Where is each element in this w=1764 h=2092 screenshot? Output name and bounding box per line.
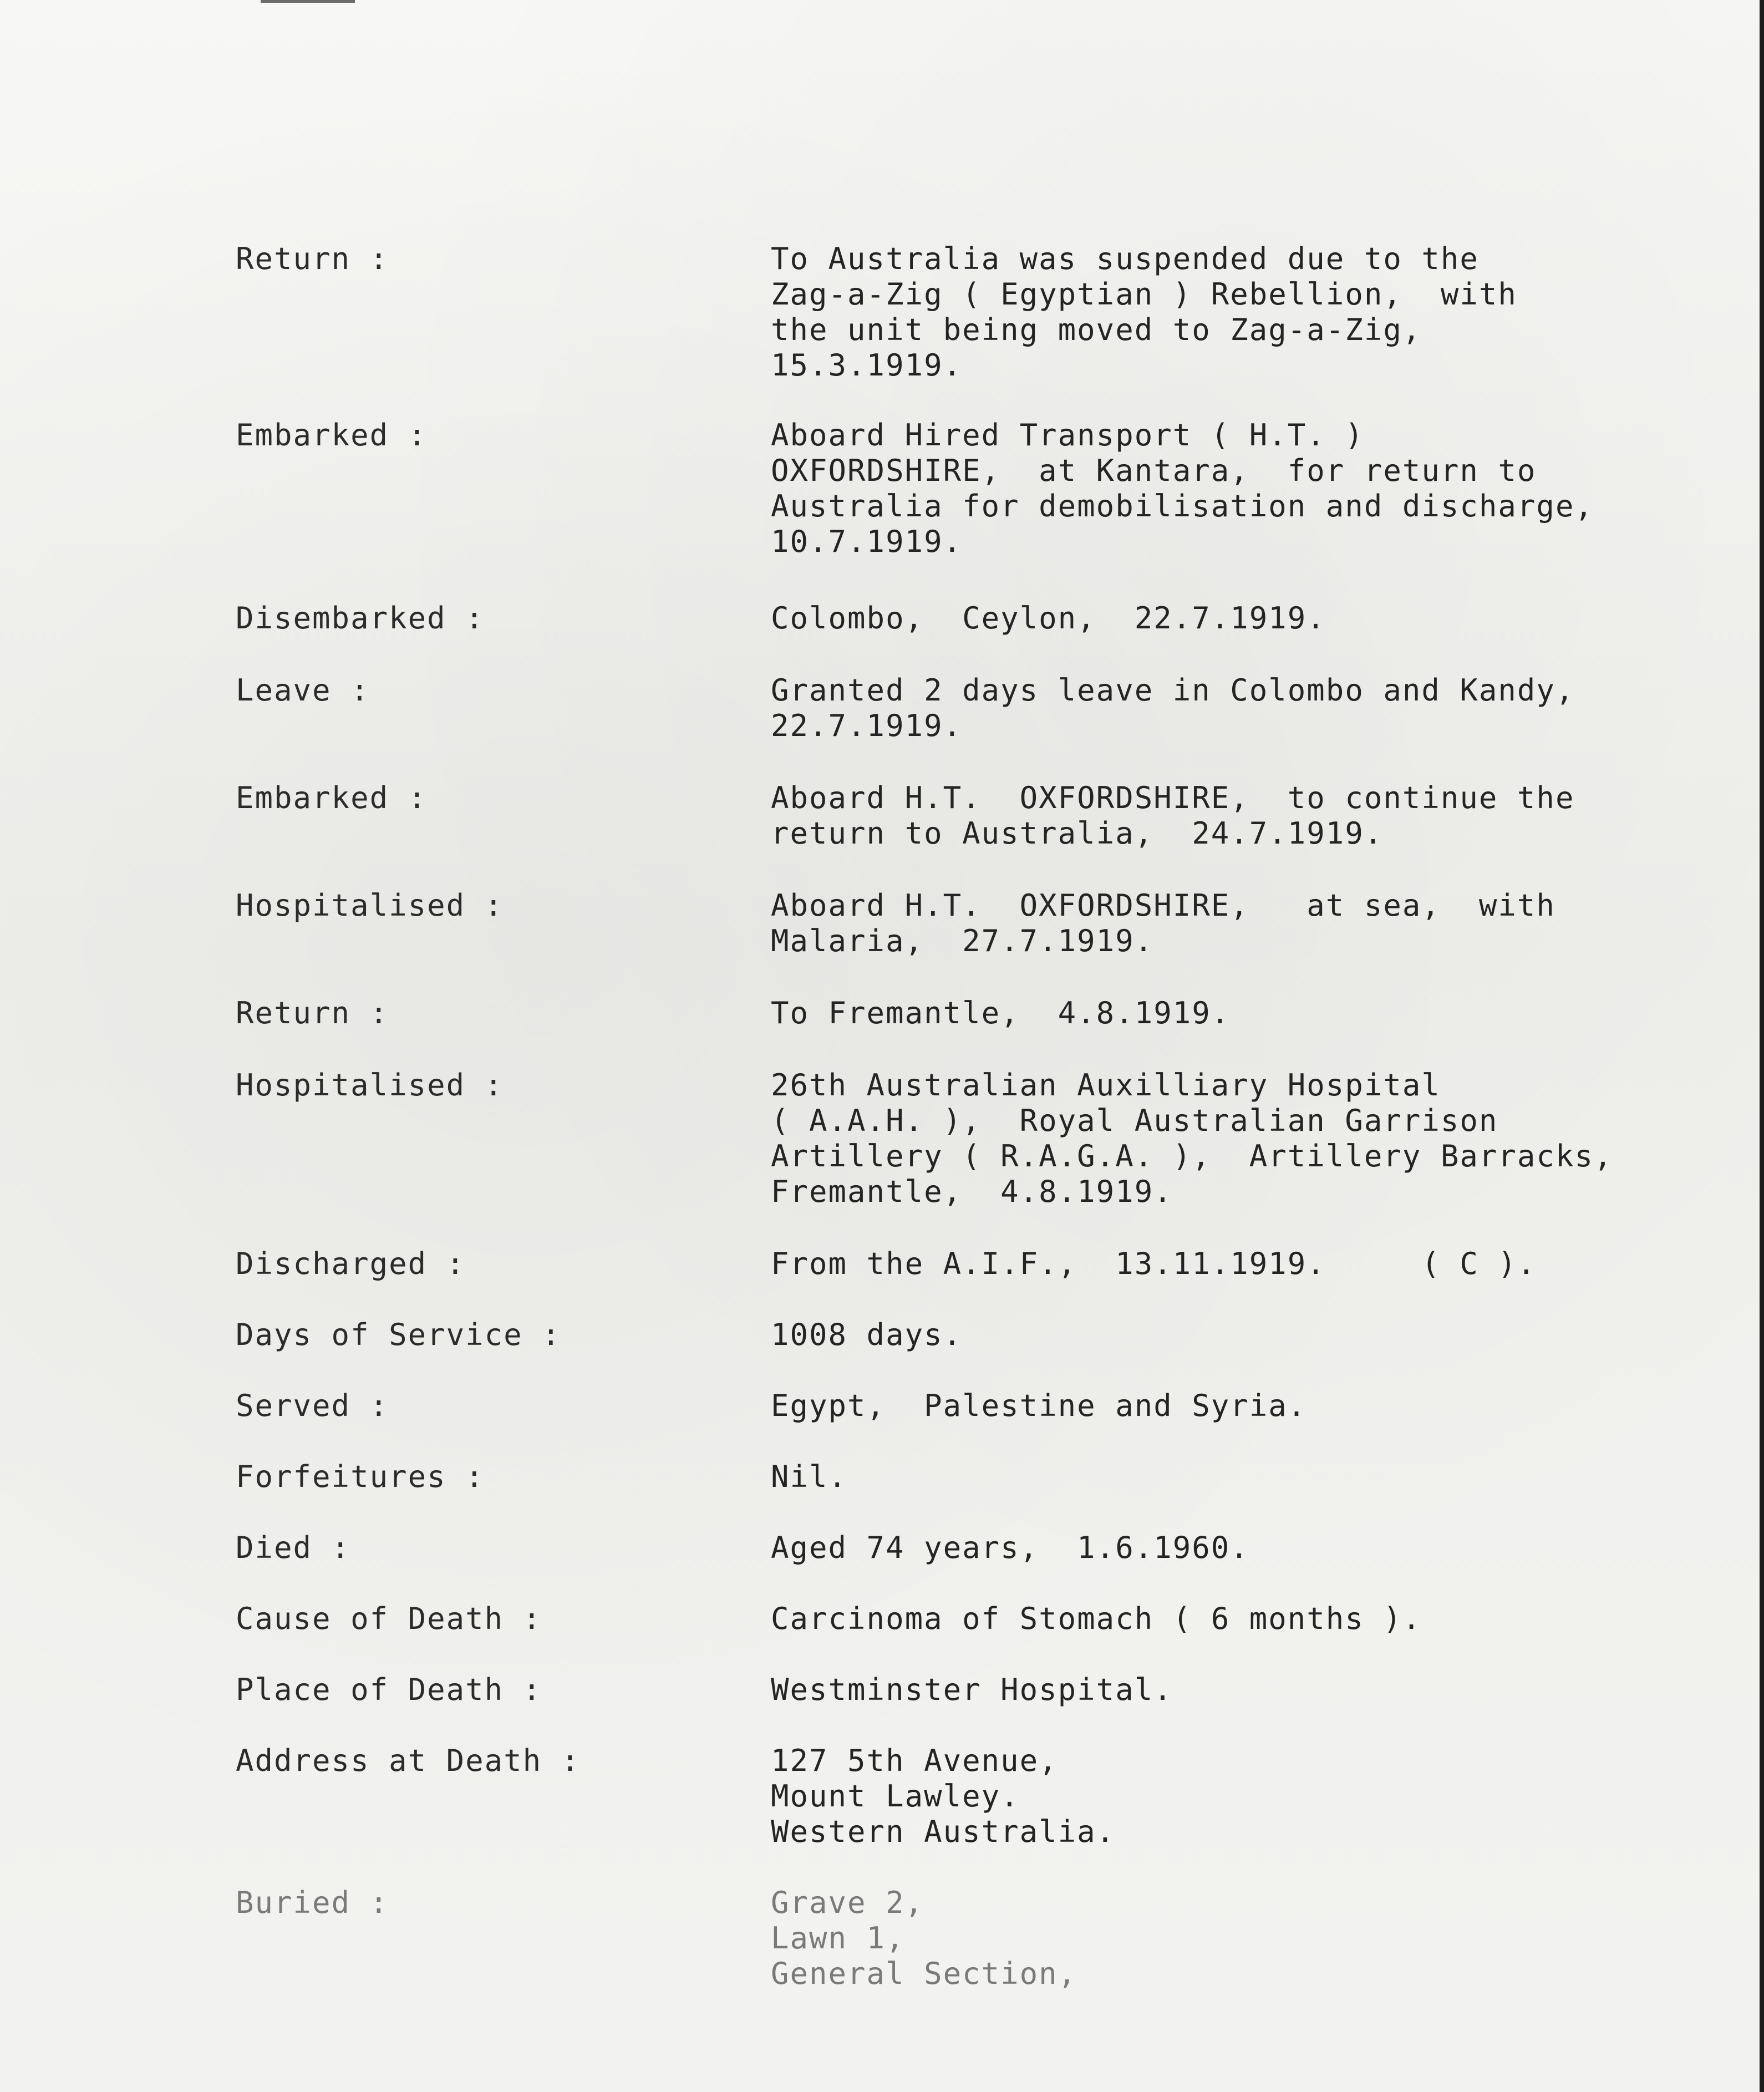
record-value bbox=[771, 1530, 1727, 1566]
scan-top-mark bbox=[261, 0, 355, 3]
record-value-line: 22.7.1919. bbox=[771, 708, 963, 743]
record-value-line: To Australia was suspended due to the bbox=[771, 241, 1479, 276]
record-value-line: 127 5th Avenue, bbox=[771, 1743, 1058, 1778]
record-value-line: Lawn 1, bbox=[771, 1921, 905, 1956]
record-value-line: Aged 74 years, 1.6.1960. bbox=[771, 1530, 1249, 1565]
record-label: Address at Death : bbox=[236, 1743, 581, 1778]
record-address-at-death bbox=[236, 1743, 1727, 1850]
record-value-line: 1008 days. bbox=[771, 1317, 963, 1352]
record-value bbox=[771, 996, 1727, 1031]
record-value-line: Colombo, Ceylon, 22.7.1919. bbox=[771, 601, 1326, 636]
record-value bbox=[771, 418, 1727, 560]
record-value-line: Artillery ( R.A.G.A. ), Artillery Barracks, bbox=[771, 1139, 1613, 1174]
record-value-line: Zag-a-Zig ( Egyptian ) Rebellion, with bbox=[771, 277, 1517, 312]
record-died bbox=[236, 1530, 1727, 1566]
record-value-line: Aboard H.T. OXFORDSHIRE, to continue the bbox=[771, 780, 1575, 815]
record-hospitalised-sea bbox=[236, 888, 1727, 959]
record-label: Embarked : bbox=[236, 780, 428, 815]
record-value bbox=[771, 601, 1727, 636]
record-label: Discharged : bbox=[236, 1246, 466, 1281]
record-value-line: Malaria, 27.7.1919. bbox=[771, 923, 1154, 958]
record-label: Disembarked : bbox=[236, 601, 485, 636]
record-value-line: 15.3.1919. bbox=[771, 348, 963, 383]
record-value bbox=[771, 673, 1727, 744]
record-label: Hospitalised : bbox=[236, 888, 504, 923]
record-value-line: Aboard Hired Transport ( H.T. ) bbox=[771, 418, 1364, 453]
record-value-line: From the A.I.F., 13.11.1919. ( C ). bbox=[771, 1246, 1537, 1281]
record-value bbox=[771, 1743, 1727, 1850]
record-value-line: the unit being moved to Zag-a-Zig, bbox=[771, 312, 1422, 347]
record-value-line: return to Australia, 24.7.1919. bbox=[771, 816, 1384, 851]
record-disembarked bbox=[236, 601, 1727, 636]
record-value-line: General Section, bbox=[771, 1956, 1077, 1991]
record-value-line: Western Australia. bbox=[771, 1814, 1116, 1849]
record-value bbox=[771, 1601, 1727, 1637]
record-value-line: Australia for demobilisation and discharge, bbox=[771, 489, 1594, 524]
record-value-line: Nil. bbox=[771, 1459, 848, 1494]
record-value bbox=[771, 1459, 1727, 1495]
record-value bbox=[771, 780, 1727, 851]
record-place-of-death bbox=[236, 1672, 1727, 1708]
record-value-line: Grave 2, bbox=[771, 1885, 924, 1920]
record-value-line: To Fremantle, 4.8.1919. bbox=[771, 996, 1231, 1030]
record-value-line: Egypt, Palestine and Syria. bbox=[771, 1388, 1307, 1423]
record-label: Served : bbox=[236, 1388, 389, 1423]
record-label: Died : bbox=[236, 1530, 351, 1565]
service-record-list bbox=[236, 241, 1727, 1992]
record-value bbox=[771, 888, 1727, 959]
record-value bbox=[771, 1672, 1727, 1708]
record-value-line: Carcinoma of Stomach ( 6 months ). bbox=[771, 1601, 1422, 1636]
record-buried bbox=[236, 1885, 1727, 1992]
record-leave bbox=[236, 673, 1727, 744]
record-value-line: ( A.A.H. ), Royal Australian Garrison bbox=[771, 1103, 1498, 1138]
record-discharged bbox=[236, 1246, 1727, 1282]
record-label: Cause of Death : bbox=[236, 1601, 542, 1636]
record-label: Hospitalised : bbox=[236, 1068, 504, 1103]
record-value-line: Mount Lawley. bbox=[771, 1779, 1020, 1814]
record-label: Embarked : bbox=[236, 418, 428, 453]
record-value bbox=[771, 1068, 1727, 1210]
record-value-line: Aboard H.T. OXFORDSHIRE, at sea, with bbox=[771, 888, 1555, 923]
record-value bbox=[771, 1885, 1727, 1992]
record-value bbox=[771, 1388, 1727, 1424]
scan-right-edge bbox=[1760, 0, 1764, 2092]
record-label: Forfeitures : bbox=[236, 1459, 485, 1494]
record-days-of-service bbox=[236, 1317, 1727, 1353]
record-value bbox=[771, 241, 1727, 383]
record-forfeitures bbox=[236, 1459, 1727, 1495]
record-return-fremantle bbox=[236, 996, 1727, 1031]
record-served bbox=[236, 1388, 1727, 1424]
record-value-line: Granted 2 days leave in Colombo and Kandy, bbox=[771, 673, 1575, 708]
record-value bbox=[771, 1246, 1727, 1282]
record-value-line: OXFORDSHIRE, at Kantara, for return to bbox=[771, 453, 1537, 488]
record-label: Return : bbox=[236, 241, 389, 276]
record-value-line: 10.7.1919. bbox=[771, 524, 963, 559]
record-return-suspended bbox=[236, 241, 1727, 383]
record-cause-of-death bbox=[236, 1601, 1727, 1637]
record-value-line: 26th Australian Auxilliary Hospital bbox=[771, 1068, 1441, 1103]
record-embarked-continue bbox=[236, 780, 1727, 851]
record-value-line: Westminster Hospital. bbox=[771, 1672, 1173, 1707]
record-label: Return : bbox=[236, 996, 389, 1030]
record-hospitalised-fremantle bbox=[236, 1068, 1727, 1210]
record-embarked-kantara bbox=[236, 418, 1727, 560]
record-label: Buried : bbox=[236, 1885, 389, 1920]
record-label: Days of Service : bbox=[236, 1317, 561, 1352]
record-label: Place of Death : bbox=[236, 1672, 542, 1707]
record-value bbox=[771, 1317, 1727, 1353]
record-value-line: Fremantle, 4.8.1919. bbox=[771, 1174, 1173, 1209]
record-label: Leave : bbox=[236, 673, 370, 708]
